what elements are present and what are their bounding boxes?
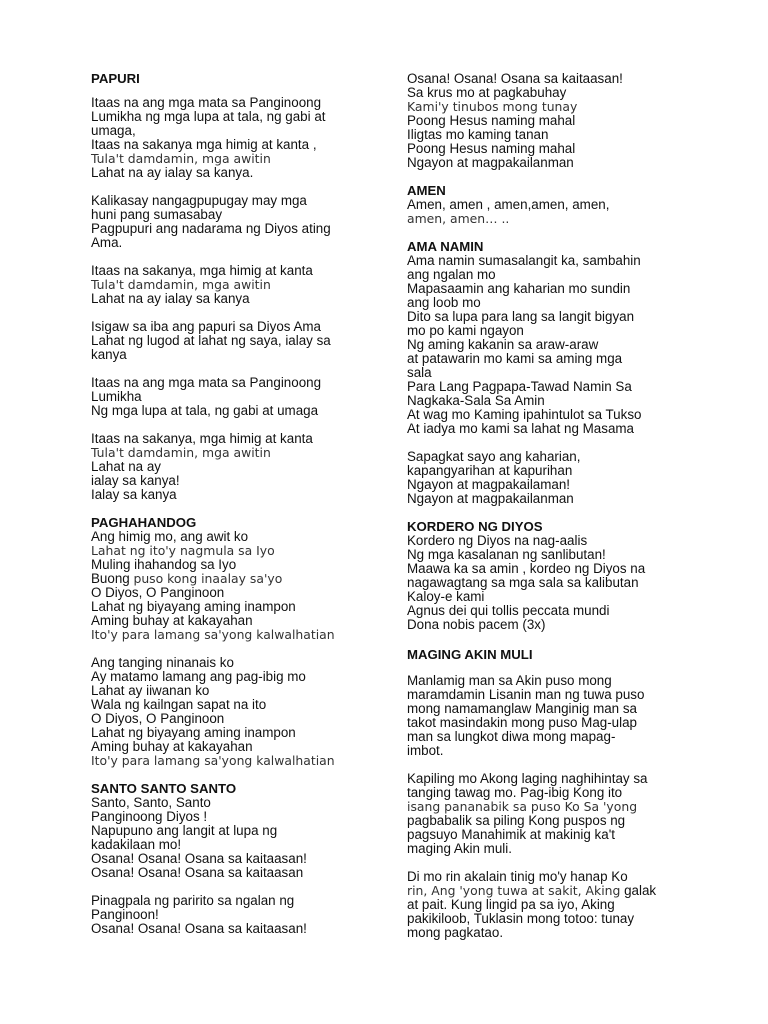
paghahandog-line: Ito'y para lamang sa'yong kalwalhatian bbox=[91, 627, 335, 642]
papuri-verse-4: Isigaw sa iba ang papuri sa Diyos Ama Lahat ng lugod at lahat ng saya, ialay sa kanya bbox=[91, 319, 331, 362]
papuri-verse-5: Itaas na ang mga mata sa Panginoong Lumikha Ng mga lupa at tala, ng gabi at umaga bbox=[91, 375, 322, 418]
santo-verse-2: Pinagpala ng paririto sa ngalan ng Panginoon! Osana! Osana! Osana sa kaitaasan! bbox=[91, 893, 307, 936]
amen-line: Amen, amen , amen,amen, amen, bbox=[407, 197, 610, 212]
papuri-verse-3-line: Lahat na ay ialay sa kanya bbox=[91, 291, 250, 306]
papuri-verse-6-line: Tula't damdamin, mga awitin bbox=[91, 445, 271, 460]
paghahandog-verse-1: O Diyos, O Panginoon Lahat ng biyayang aming inampon Aming buhay at kakayahan bbox=[91, 585, 296, 628]
maging-verse-3: Di mo rin akalain tinig mo'y hanap Ko bbox=[407, 869, 628, 884]
ama-namin-verse-1: Ama namin sumasalangit ka, sambahin ang ngalan mo Mapasaamin ang kaharian mo sundin ang loob mo Dito sa lupa para lang sa langit bigyan mo po kami ngayon Ng aming kakanin sa araw-araw at patawarin mo kami sa aming mga sala Para Lang Pagpapa-Tawad Namin Sa Nagkaka-Sala Sa Amin At wag mo Kaming ipahintulot sa Tukso At iadya mo kami sa lahat ng Masama bbox=[407, 253, 642, 436]
paghahandog-line-end: puso kong inaalay sa'yo bbox=[133, 571, 283, 586]
paghahandog-line: Lahat ng ito'y nagmula sa Iyo bbox=[91, 543, 275, 558]
kordero-verse: Kordero ng Diyos na nag-aalis Ng mga kasalanan ng sanlibutan! Maawa ka sa amin , kordeo ng Diyos na nagawagtang sa mga sala sa kalibutan Kaloy-e kami Agnus dei qui tollis peccata mundi Dona nobis pacem (3x) bbox=[407, 533, 646, 632]
section-title-ama-namin: AMA NAMIN bbox=[407, 239, 484, 254]
section-title-maging-akin-muli: MAGING AKIN MULI bbox=[407, 647, 533, 662]
papuri-verse-1-line: Tula't damdamin, mga awitin bbox=[91, 151, 271, 166]
paghahandog-line bbox=[91, 572, 282, 586]
section-title-papuri: PAPURI bbox=[91, 71, 140, 86]
section-title-kordero: KORDERO NG DIYOS bbox=[407, 519, 543, 534]
paghahandog-line-start: Buong bbox=[91, 571, 134, 586]
maging-verse-1: Manlamig man sa Akin puso mong maramdamin Lisanin man ng tuwa puso mong namamanglaw Manginig man sa takot masindakin mong puso Mag-ulap man sa lungkot diwa mong mapag- imbot. bbox=[407, 673, 645, 758]
santo-continued: Osana! Osana! Osana sa kaitaasan! Sa krus mo at pagkabuhay bbox=[407, 71, 623, 100]
section-title-paghahandog: PAGHAHANDOG bbox=[91, 515, 197, 530]
santo-verse-1: Santo, Santo, Santo Panginoong Diyos ! Napupuno ang langit at lupa ng kadakilaan mo! Osana! Osana! Osana sa kaitaasan! Osana! Osana! Osana sa kaitaasan bbox=[91, 795, 307, 880]
paghahandog-line: Ito'y para lamang sa'yong kalwalhatian bbox=[91, 753, 335, 768]
santo-continued-line: Kami'y tinubos mong tunay bbox=[407, 99, 578, 114]
paghahandog-verse-2: Ang tanging ninanais ko Ay matamo lamang ang pag-ibig mo Lahat ay iiwanan ko Wala ng kailngan sapat na ito O Diyos, O Panginoon Lahat ng biyayang aming inampon Aming buhay at kakayahan bbox=[91, 655, 306, 754]
papuri-verse-6-end: Lahat na ay ialay sa kanya! Ialay sa kanya bbox=[91, 459, 180, 502]
maging-verse-2: Kapiling mo Akong laging naghihintay sa tanging tawag mo. Pag-ibig Kong ito bbox=[407, 771, 648, 800]
papuri-verse-1: Itaas na ang mga mata sa Panginoong Lumikha ng mga lupa at tala, ng gabi at umaga, Itaas na sakanya mga himig at kanta , bbox=[91, 95, 326, 152]
papuri-verse-3: Itaas na sakanya, mga himig at kanta bbox=[91, 263, 313, 278]
santo-continued-end: Poong Hesus naming mahal Iligtas mo kaming tanan Poong Hesus naming mahal Ngayon at magpakailanman bbox=[407, 113, 576, 170]
papuri-verse-3-line: Tula't damdamin, mga awitin bbox=[91, 277, 271, 292]
maging-verse-3-end: at pait. Kung lingid pa sa iyo, Aking pakikiloob, Tuklasin mong totoo: tunay mong pagkatao. bbox=[407, 897, 635, 940]
maging-verse-2-end: pagbabalik sa piling Kong puspos ng pagsuyo Manahimik at makinig ka't maging Akin muli. bbox=[407, 813, 626, 856]
maging-verse-2-line: isang pananabik sa puso Ko Sa 'yong bbox=[407, 799, 638, 814]
maging-verse-3-line-end: galak bbox=[620, 883, 657, 898]
maging-verse-3-line bbox=[407, 884, 656, 898]
section-title-amen: AMEN bbox=[407, 183, 446, 198]
papuri-verse-6: Itaas na sakanya, mga himig at kanta bbox=[91, 431, 313, 446]
section-title-santo: SANTO SANTO SANTO bbox=[91, 781, 237, 796]
papuri-verse-1-line: Lahat na ay ialay sa kanya. bbox=[91, 165, 254, 180]
papuri-verse-2: Kalikasay nangagpupugay may mga huni pang sumasabay Pagpupuri ang nadarama ng Diyos ating Ama. bbox=[91, 193, 331, 250]
paghahandog-line: Muling ihahandog sa Iyo bbox=[91, 557, 237, 572]
amen-line: amen, amen… .. bbox=[407, 211, 510, 226]
ama-namin-verse-2: Sapagkat sayo ang kaharian, kapangyarihan at kapurihan Ngayon at magpakailaman! Ngayon at magpakailanman bbox=[407, 449, 581, 506]
maging-verse-3-line-start: rin, Ang 'yong tuwa at sakit, Aking bbox=[407, 883, 621, 898]
paghahandog-line: Ang himig mo, ang awit ko bbox=[91, 529, 249, 544]
